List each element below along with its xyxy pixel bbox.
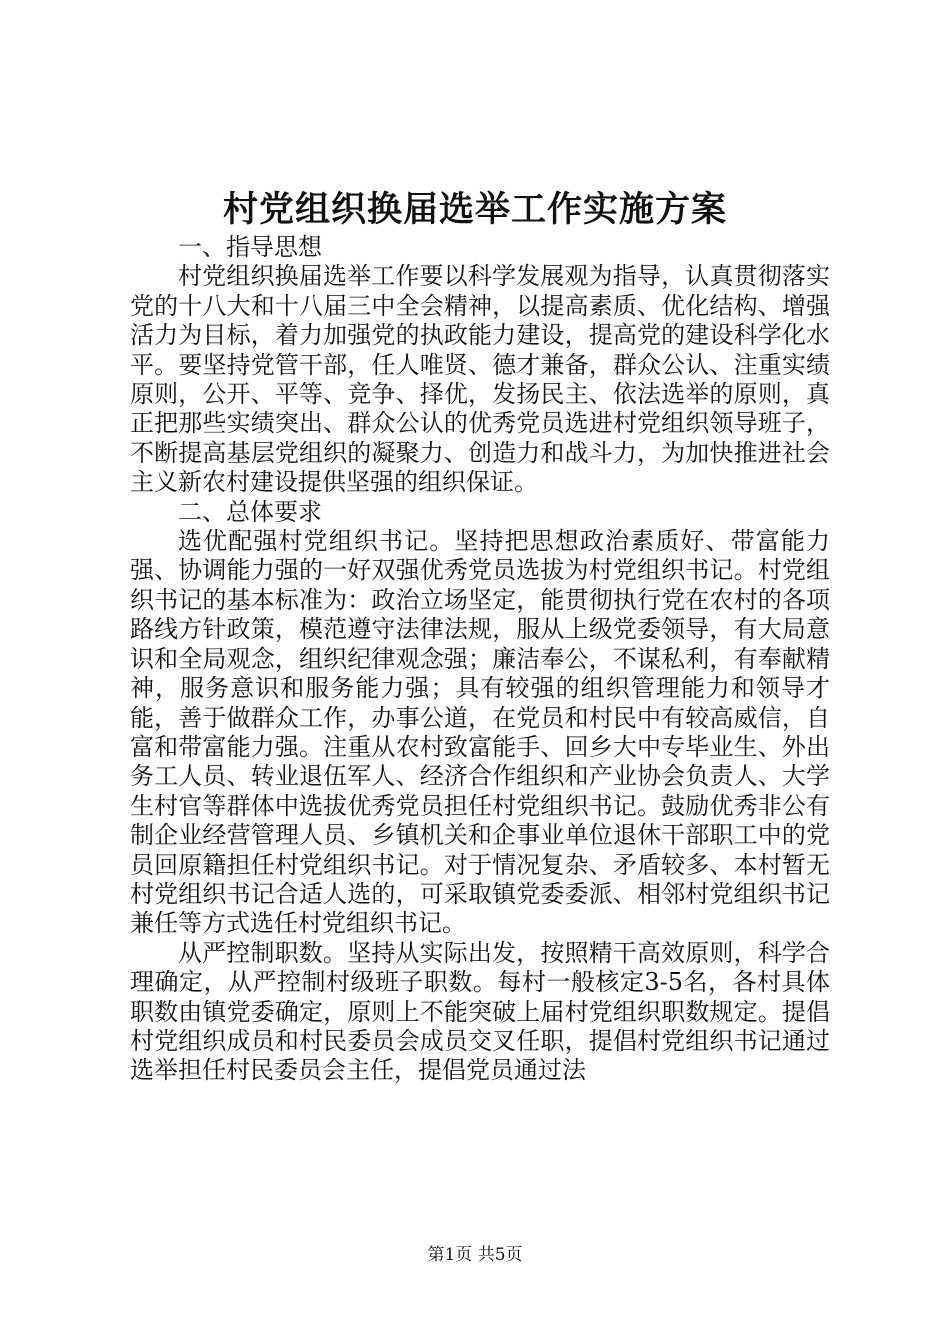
- section-heading-general-requirements: 二、总体要求: [178, 497, 322, 526]
- document-title: 村党组织换届选举工作实施方案: [222, 189, 727, 230]
- document-body: [130, 233, 830, 1086]
- paragraph-guiding-ideology: 村党组织换届选举工作要以科学发展观为指导，认真贯彻落实党的十八大和十八届三中全会精神，以提高素质、优化结构、增强活力为目标，着力加强党的执政能力建设，提高党的建设科学化水平。要坚持党管干部，任人唯贤、德才兼备，群众公认、注重实绩原则，公开、平等、竞争、择优，发扬民主、依法选举的原则，真正把那些实绩突出、群众公认的优秀党员选进村党组织领导班子，不断提高基层党组织的凝聚力、创造力和战斗力，为加快推进社会主义新农村建设提供坚强的组织保证。: [130, 262, 830, 497]
- paragraph-control-positions: 从严控制职数。坚持从实际出发，按照精干高效原则，科学合理确定，从严控制村级班子职数。每村一般核定3-5名，各村具体职数由镇党委确定，原则上不能突破上届村党组织职数规定。提倡村党组织成员和村民委员会成员交叉任职，提倡村党组织书记通过选举担任村民委员会主任，提倡党员通过法: [130, 938, 830, 1085]
- paragraph-select-secretary: 选优配强村党组织书记。坚持把思想政治素质好、带富能力强、协调能力强的一好双强优秀党员选拔为村党组织书记。村党组织书记的基本标准为：政治立场坚定，能贯彻执行党在农村的各项路线方针政策，模范遵守法律法规，服从上级党委领导，有大局意识和全局观念，组织纪律观念强；廉洁奉公，不谋私利，有奉献精神，服务意识和服务能力强；具有较强的组织管理能力和领导才能，善于做群众工作，办事公道，在党员和村民中有较高威信，自富和带富能力强。注重从农村致富能手、回乡大中专毕业生、外出务工人员、转业退伍军人、经济合作组织和产业协会负责人、大学生村官等群体中选拔优秀党员担任村党组织书记。鼓励优秀非公有制企业经营管理人员、乡镇机关和企事业单位退休干部职工中的党员回原籍担任村党组织书记。对于情况复杂、矛盾较多、本村暂无村党组织书记合适人选的，可采取镇党委委派、相邻村党组织书记兼任等方式选任村党组织书记。: [130, 527, 830, 938]
- page-number-footer: 第1页 共5页: [427, 1245, 523, 1265]
- section-heading-guiding-ideology: 一、指导思想: [178, 233, 322, 261]
